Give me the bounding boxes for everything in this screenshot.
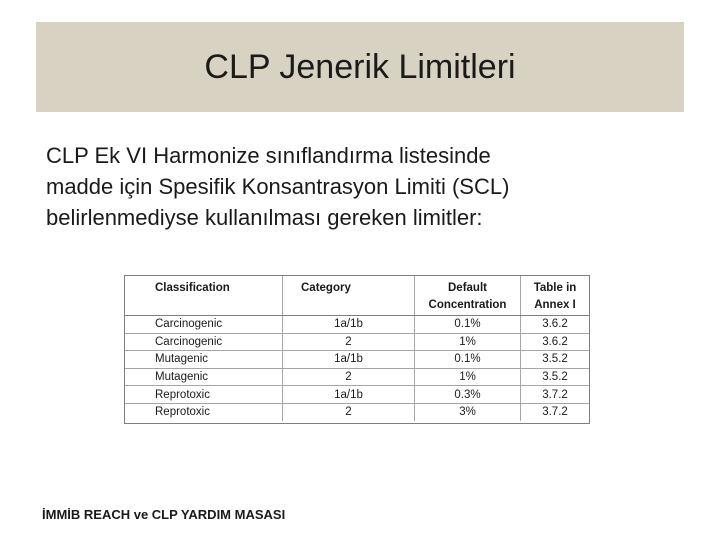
cell-concentration: 0.1% — [415, 316, 521, 334]
cell-category: 1a/1b — [283, 351, 415, 369]
body-line: belirlenmediyse kullanılması gereken limitler: — [46, 205, 483, 230]
body-text — [46, 140, 666, 233]
cell-classification: Mutagenic — [125, 368, 283, 386]
header-table-in-annex: Table in Annex I — [521, 276, 590, 316]
table-row — [125, 351, 589, 369]
cell-table: 3.7.2 — [542, 406, 568, 419]
cell-classification: Reprotoxic — [125, 386, 283, 404]
cell-table: 3.5.2 — [521, 351, 590, 369]
table-row — [125, 403, 589, 420]
cell-concentration: 3% — [415, 403, 521, 420]
cell-concentration: 1% — [415, 333, 521, 351]
cell-concentration: 0.3% — [415, 386, 521, 404]
cell-concentration: 1% — [415, 368, 521, 386]
header-classification: Classification — [125, 276, 283, 316]
body-line: CLP Ek VI Harmonize sınıflandırma listesinde — [46, 143, 491, 168]
title-band — [36, 22, 684, 112]
table-row — [125, 316, 589, 334]
cell-classification: Carcinogenic — [125, 333, 283, 351]
table-row — [125, 368, 589, 386]
cell-table: 3.6.2 — [521, 333, 590, 351]
cell-table: 3.5.2 — [521, 368, 590, 386]
table-row — [125, 386, 589, 404]
cell-category: 2 — [283, 403, 415, 420]
cell-classification: Mutagenic — [125, 351, 283, 369]
cell-classification: Carcinogenic — [125, 316, 283, 334]
limits-table-grid — [125, 276, 589, 421]
cell-concentration: 0.1% — [415, 351, 521, 369]
cell-table: 3.7.2 — [521, 386, 590, 404]
cell-category: 2 — [283, 368, 415, 386]
slide-title: CLP Jenerik Limitleri — [204, 47, 516, 86]
table-row — [125, 333, 589, 351]
header-default-concentration: Default Concentration — [415, 276, 521, 316]
cell-category: 2 — [283, 333, 415, 351]
cell-table: 3.6.2 — [521, 316, 590, 334]
body-line: madde için Spesifik Konsantrasyon Limiti (SCL) — [46, 174, 510, 199]
footer-text: İMMİB REACH ve CLP YARDIM MASASI — [42, 507, 286, 522]
limits-table — [124, 275, 590, 424]
cell-category: 1a/1b — [283, 316, 415, 334]
cell-category: 1a/1b — [283, 386, 415, 404]
cell-classification: Reprotoxic — [125, 403, 283, 420]
table-header-row — [125, 276, 589, 316]
header-category: Category — [283, 276, 415, 316]
